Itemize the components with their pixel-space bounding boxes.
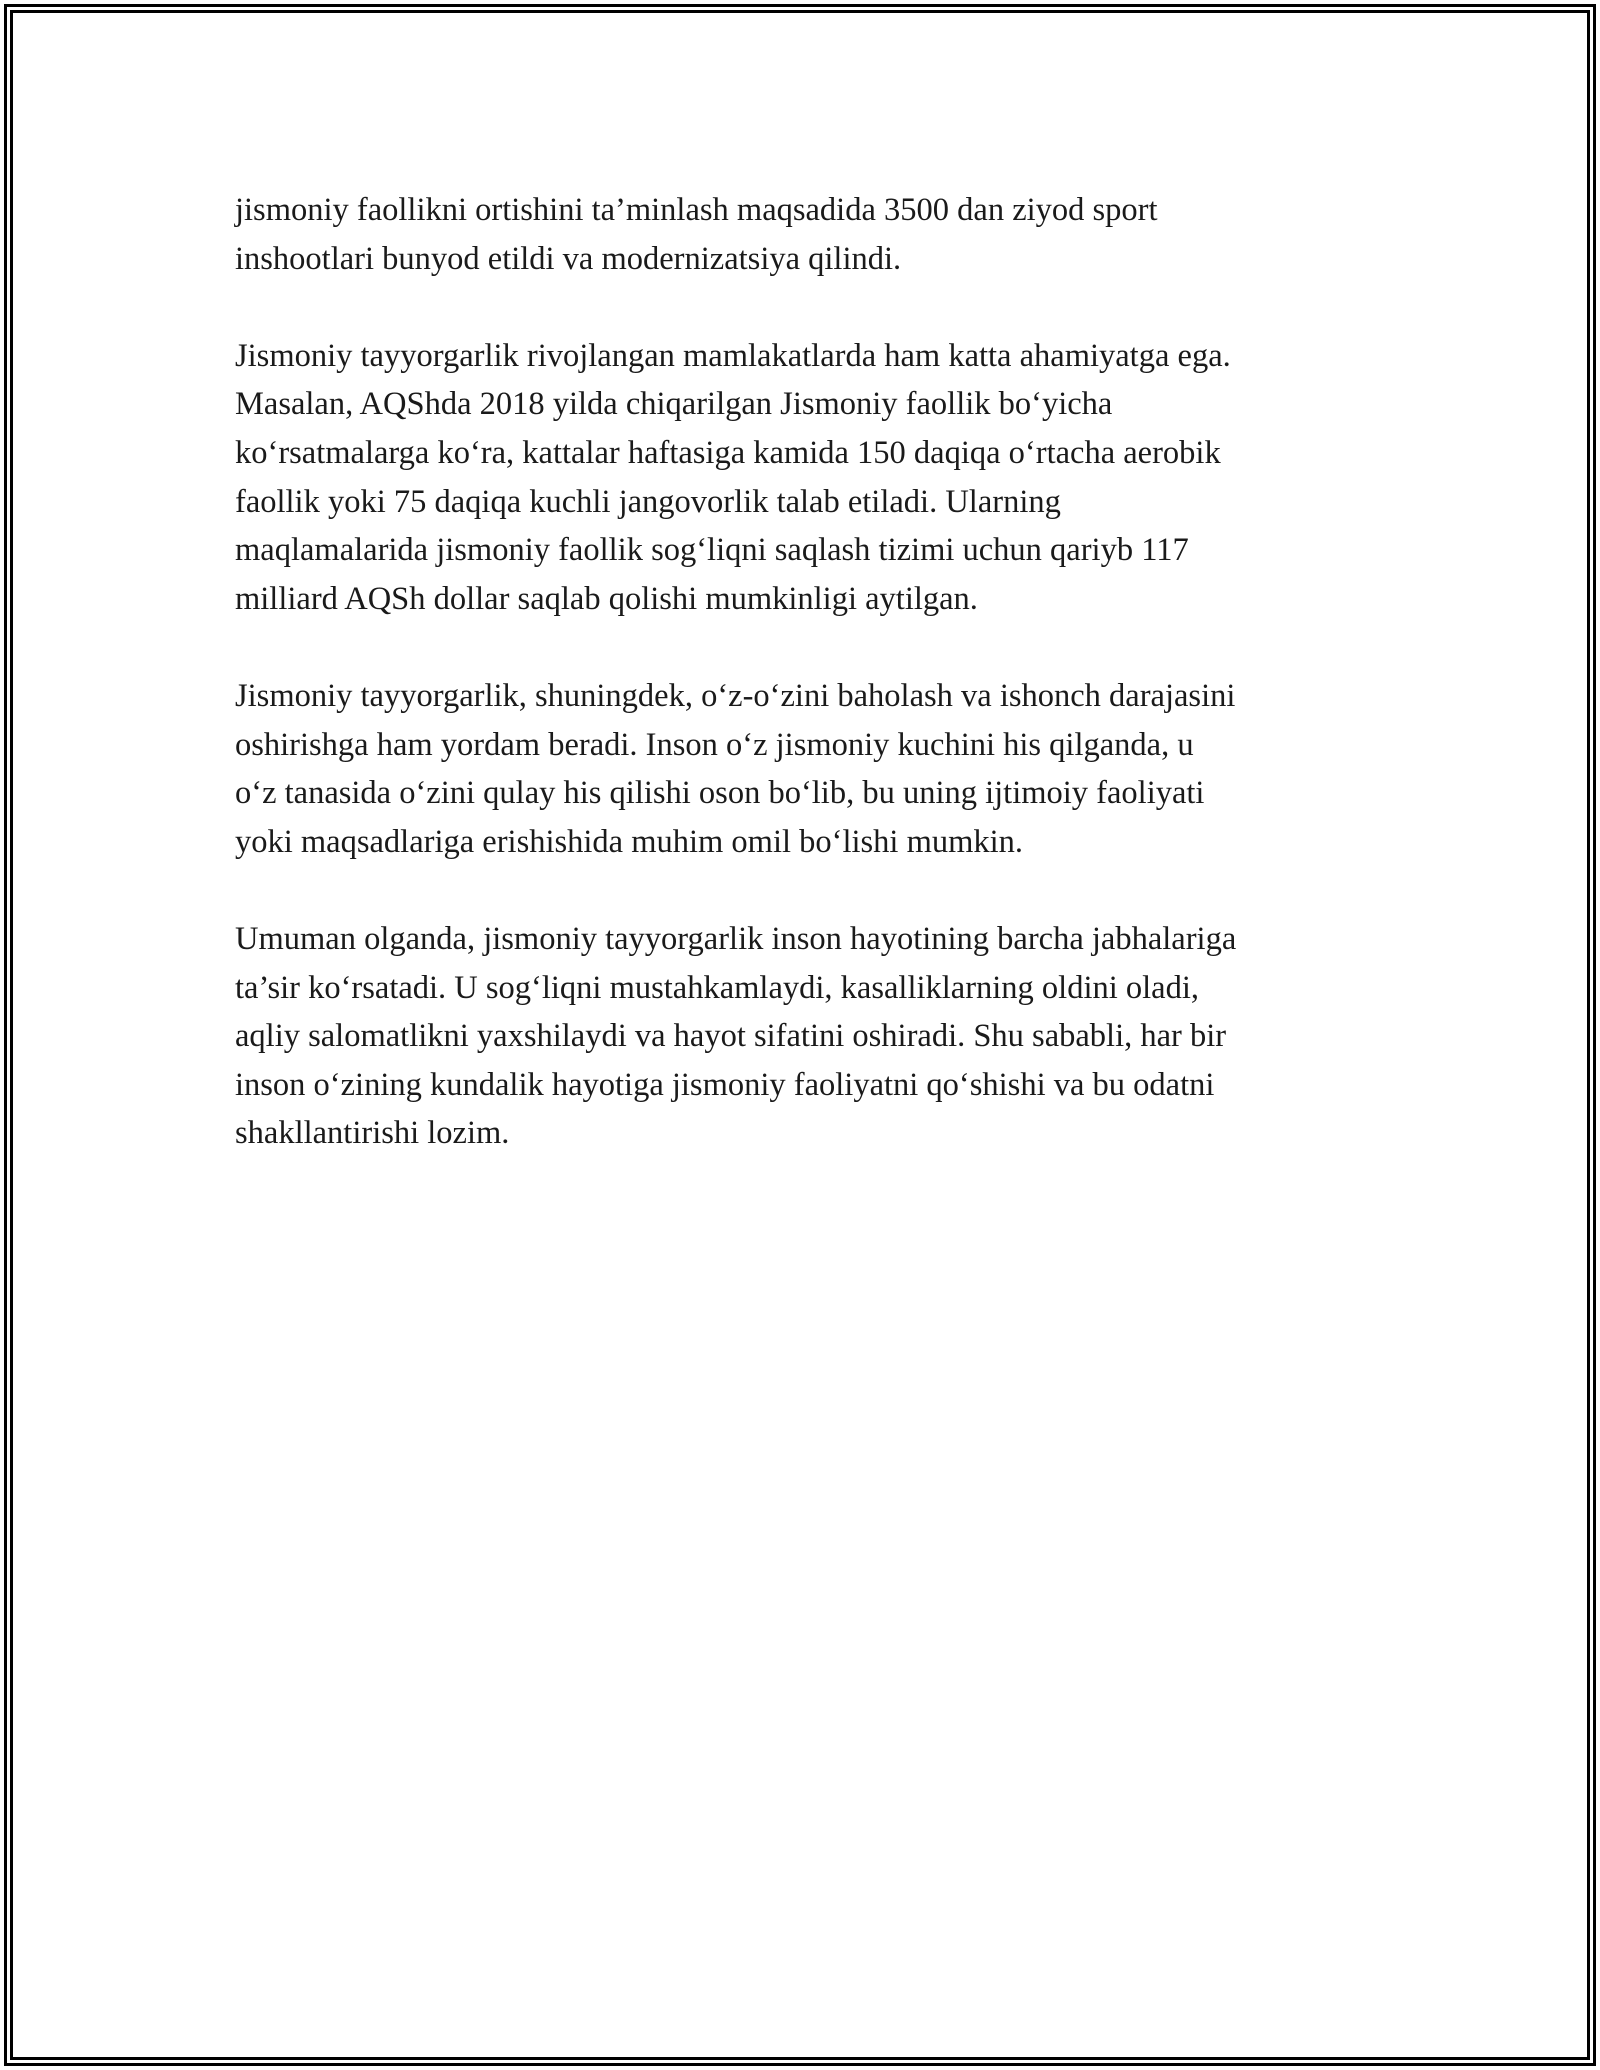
text-line: jismoniy faollikni ortishini ta’minlash maqsadida 3500 dan ziyod sport [235, 192, 1158, 228]
text-line: Jismoniy tayyorgarlik, shuningdek, o‘z-o‘zini baholash va ishonch darajasini [235, 677, 1236, 714]
text-line: shakllantirishi lozim. [235, 1115, 510, 1152]
text-line: Jismoniy tayyorgarlik rivojlangan mamlakatlarda ham katta ahamiyatga ega. [235, 337, 1231, 374]
text-line: inson o‘zining kundalik hayotiga jismoniy faoliyatni qo‘shishi va bu odatni [235, 1066, 1215, 1103]
text-line: faollik yoki 75 daqiqa kuchli jangovorlik talab etiladi. Ularning [235, 483, 1061, 520]
text-line: milliard AQSh dollar saqlab qolishi mumkinligi aytilgan. [235, 580, 978, 617]
text-line: aqliy salomatlikni yaxshilaydi va hayot sifatini oshiradi. Shu sababli, har bir [235, 1018, 1227, 1055]
text-line: ko‘rsatmalarga ko‘ra, kattalar haftasiga kamida 150 daqiqa o‘rtacha aerobik [235, 434, 1221, 471]
text-line: inshootlari bunyod etildi va modernizatsiya qilindi. [235, 240, 902, 277]
document-body [235, 186, 1375, 1206]
text-line: ta’sir ko‘rsatadi. U sog‘liqni mustahkamlaydi, kasalliklarning oldini oladi, [235, 969, 1200, 1006]
text-line: oshirishga ham yordam beradi. Inson o‘z jismoniy kuchini his qilganda, u [235, 726, 1194, 763]
paragraph-3 [235, 672, 1375, 866]
paragraph-1 [235, 186, 1375, 283]
text-line: yoki maqsadlariga erishishida muhim omil bo‘lishi mumkin. [235, 823, 1024, 860]
text-line: Masalan, AQShda 2018 yilda chiqarilgan Jismoniy faollik bo‘yicha [235, 386, 1113, 423]
paragraph-4 [235, 915, 1375, 1158]
text-line: o‘z tanasida o‘zini qulay his qilishi oson bo‘lib, bu uning ijtimoiy faoliyati [235, 775, 1205, 812]
text-line: maqlamalarida jismoniy faollik sog‘liqni saqlash tizimi uchun qariyb 117 [235, 532, 1189, 569]
paragraph-2 [235, 332, 1375, 624]
text-line: Umuman olganda, jismoniy tayyorgarlik inson hayotining barcha jabhalariga [235, 920, 1237, 957]
